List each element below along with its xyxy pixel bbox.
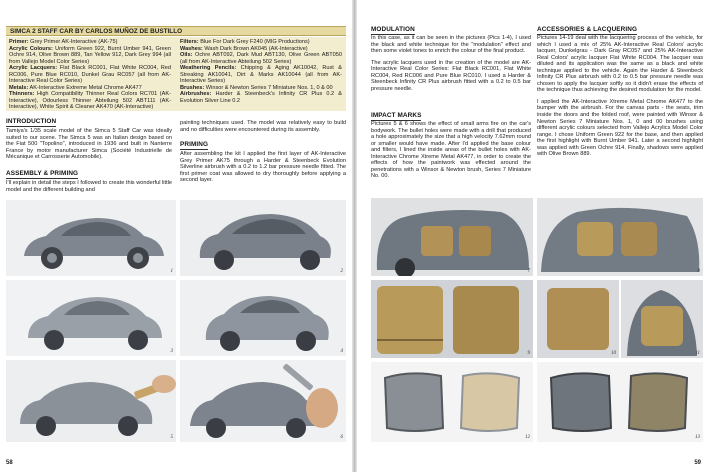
impact-marks-text: Pictures 5 & 6 shows the effect of small arms fire on the car's bodywork. The bullet holes were made with a drill that produced a hole approximately the size that a high velocity 7.62mm round or smaller would have made. After I'd applied the base colour and filters, I lined the inside areas of the bullet holes with AK-Interactive Chrome Xtreme Metal AK477, in order to create the effects of how the paintwork was effected around the penetrations with a Winsor & Newton brush, Series 7 Miniature No. 00. — [371, 121, 531, 180]
photo-number: 10 — [611, 351, 616, 356]
seat-closeup-image — [371, 280, 533, 358]
priming-heading: PRIMING — [180, 141, 209, 148]
photo-number: 1 — [170, 269, 173, 274]
spec-filters: Filters: Blue For Dark Grey F240 (MIG Productions) — [180, 39, 310, 45]
spec-metals: Metals: AK-Interactive Extreme Metal Chrome AK477 — [9, 84, 142, 91]
photo-number: 13 — [695, 435, 700, 440]
photo-3 — [6, 280, 176, 356]
door-panels-image — [371, 362, 533, 442]
photo-number: 6 — [340, 435, 343, 440]
spec-weathering-pencils: Weathering Pencils: Chipping & Aging AK10042, Rust & Streaking AK10041, Dirt & Marks AK10044 (all from AK-Interactive Series) — [180, 65, 342, 85]
materials-column-left — [9, 39, 171, 111]
modulated-car-image — [6, 280, 176, 356]
spec-acrylic-colours: Acrylic Colours: Uniform Green 922, Burnt Umber 941, Green Ochre 914, Olive Brown 889, Tan Yellow 912, Dark Grey 994 (all from Vallejo Model Color Series) — [9, 45, 171, 65]
seat-back-detail-image — [621, 280, 703, 358]
article-banner: SIMCA 2 STAFF CAR BY CARLOS MUÑOZ DE BUSTILLO — [6, 26, 346, 36]
materials-column-right — [180, 39, 342, 104]
photo-5 — [6, 360, 176, 442]
accessories-heading: ACCESSORIES & LACQUERING — [537, 26, 638, 33]
intro-text: Tamiya's 1/35 scale model of the Simca 5 Staff Car was ideally suited to our scene. The Simca 5 was an Italian design based on the Fiat 500 "Topolino", introduced in 1936 and built in Nanterre France by motor manufacturer Simca (Société Industrielle de Mécanique et Carrosserie Automobile). — [6, 128, 172, 161]
bullet-hole-painting-image — [6, 360, 176, 442]
photo-12 — [371, 362, 533, 442]
bullet-hole-detail-image — [180, 360, 346, 442]
page-number-left: 58 — [6, 460, 13, 466]
spec-brushes: Brushes: Winsor & Newton Series 7 Miniature Nos. 1, 0 & 00 — [180, 84, 333, 91]
modulation-text: In this case, as it can be seen in the pictures (Pics 1-4), I used the black and white technique for the "modulation" effect and then some violet tones to enrich the colour of the final product. The acrylic lacquers used in the creation of the model are AK-Interactive Real Color Series: Flat Black RC001, Flat White RC004, Red RC006 and Pure Blue RC010. I used a Harder & Steenbeck Infinity CR Plus airbrush fitted with a 0.2 to 0.5 bar pressure needle. — [371, 35, 531, 92]
photo-number: 11 — [695, 351, 700, 356]
photo-number: 4 — [340, 349, 343, 354]
modulation-heading: MODULATION — [371, 26, 415, 33]
photo-13 — [537, 362, 703, 442]
seat-detail-image — [537, 280, 619, 358]
door-panels-painted-image — [537, 362, 703, 442]
modulated-car-front-image — [180, 280, 346, 356]
photo-number: 3 — [170, 349, 173, 354]
materials-box — [6, 37, 346, 111]
assembly-heading: ASSEMBLY & PRIMING — [6, 170, 79, 177]
photo-number: 9 — [527, 351, 530, 356]
spec-acrylic-lacquers: Acrylic Lacquers: Flat Black RC001, Flat White RC004, Red RC006, Pure Blue RC010, Dunkel Grau RC057 (all from AK-Interactive Real Color Series) — [9, 65, 172, 85]
spec-primer: Primer: Grey Primer AK-Interactive (AK-75) — [9, 39, 118, 45]
spec-washes: Washes: Wash Dark Brown AK045 (AK-Interactive) — [180, 45, 308, 52]
primed-car-image — [6, 200, 176, 276]
priming-text: After assembling the kit I applied the first layer of AK-Interactive Grey Primer AK75 through a Harder & Steenbeck Evolution Silverline airbrush with a 0.2 to 1.2 bar pressure needle fitted. The first primer coat was allowed to dry thoroughly before applying a second layer. — [180, 151, 346, 184]
painting-text: painting techniques used. The model was relatively easy to build and no difficulties were encountered during its assembly. — [180, 120, 346, 133]
left-page — [0, 0, 352, 472]
right-page — [357, 0, 709, 472]
intro-heading: INTRODUCTION — [6, 118, 57, 125]
weathered-car-seats-image — [537, 198, 703, 276]
photo-4 — [180, 280, 346, 356]
accessories-text: Pictures 14-19 deal with the lacquering process of the vehicle, for which I used a mix of 25% AK-Interactive Real Colors' acrylic lacquer, Dunkelgrau - Dark Gray RC057 and 25% AK-Interactive Real Colors' acrylic lacquer Flat White RC004. The lacquer was diluted and its application was the same as a black and white technique applied to the vehicle. Again the Harder & Steenbeck Infinity CR Plus airbrush with 0.2 to 0.5 bar pressure needle was chosen to apply the lacquer softly so it didn't erase the effects of the technique thus achieving the desired modulation for the model. I applied the AK-Interactive Xtreme Metal Chrome AK477 to the bumper with the airbrush. For the canvas parts - the seats, trim inside the doors and the folded roof, were painted with Winsor & Newton Series 7 Miniature Nos. 1, 0 and 00 brushes using different acrylic colours selected from Vallejo Acrylics Model Color range. I chose Uniform Green 922 for the base, and then applied the first highlight with Burnt Umber 941. Later a second highlight was applied with Green Ochre 914. Finally, shadows were applied with Olive Brown 889. — [537, 35, 703, 158]
spec-thinners: Thinners: High Compatibility Thinner Real Colors RC701 (AK-Interactive), Odourless Thinner Abteilung 502 ABT111 (AK-Interactive), White Spirit & Cleaner AK470 (AK-Interactive) — [9, 91, 171, 111]
primed-car-rear-image — [180, 200, 346, 276]
spec-airbrushes: Airbrushes: Harder & Steenbeck's Infinity CR Plus 0.2 & Evolution Silver Line 0.2 — [180, 91, 342, 104]
photo-8 — [537, 198, 703, 276]
photo-7 — [371, 198, 533, 276]
photo-6 — [180, 360, 346, 442]
photo-number: 7 — [527, 269, 530, 274]
page-number-right: 59 — [694, 460, 701, 466]
photo-9 — [371, 280, 533, 358]
photo-number: 12 — [525, 435, 530, 440]
photo-number: 8 — [697, 269, 700, 274]
photo-10 — [537, 280, 619, 358]
assembly-text: I'll explain in detail the steps I followed to create this wonderful little model and the different building and — [6, 180, 172, 193]
impact-marks-heading: IMPACT MARKS — [371, 112, 422, 119]
photo-number: 5 — [170, 435, 173, 440]
photo-11 — [621, 280, 703, 358]
photo-1 — [6, 200, 176, 276]
weathered-car-interior-image — [371, 198, 533, 276]
spec-oils: Oils: Ochre ABT092, Dark Mud ABT130, Olive Green ABT050 (all from AK-Interactive Abteilung 502 Series) — [180, 52, 342, 65]
photo-2 — [180, 200, 346, 276]
photo-number: 2 — [340, 269, 343, 274]
